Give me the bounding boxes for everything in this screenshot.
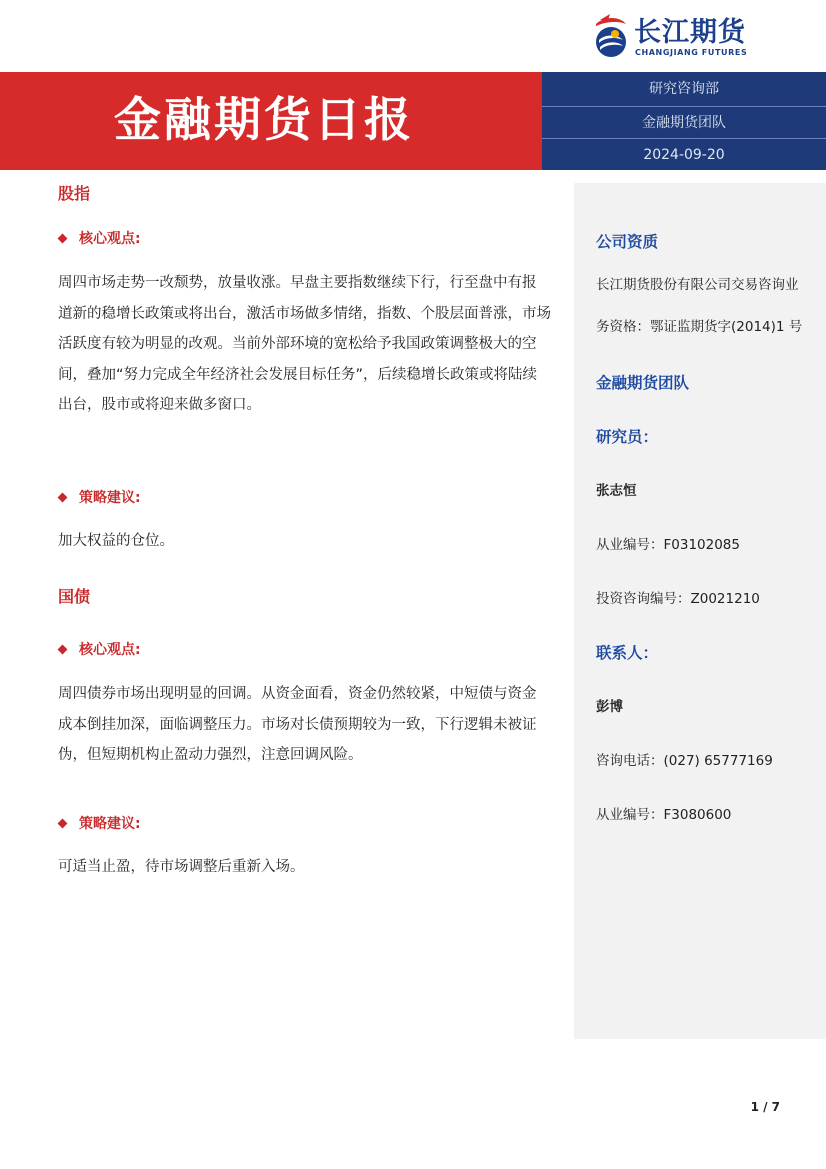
paragraph-line: 加大权益的仓位。 — [58, 533, 174, 549]
core-view-paragraph — [58, 268, 551, 421]
paragraph-line: 道新的稳增长政策或将出台，激活市场做多情绪，指数、个股层面普涨，市场 — [58, 305, 551, 322]
team-label: 金融期货团队 — [542, 106, 826, 139]
contact-name: 彭博 — [596, 699, 623, 715]
contact-license: 从业编号：F3080600 — [596, 807, 732, 823]
strategy-label: 策略建议: — [79, 816, 141, 832]
title-block — [0, 72, 542, 170]
paragraph-line: 周四债券市场出现明显的回调。从资金面看，资金仍然较紧，中短债与资金 — [58, 686, 537, 702]
logo-name-cn: 长江期货 — [634, 17, 746, 48]
paragraph-line: 成本倒挂加深，面临调整压力。市场对长债预期较为一致，下行逻辑未被证 — [58, 716, 537, 733]
strategy-paragraph — [58, 526, 548, 557]
report-title: 金融期货日报 — [114, 93, 414, 148]
researcher-license: 从业编号：F03102085 — [596, 537, 740, 553]
department-label: 研究咨询部 — [649, 81, 719, 97]
researcher-heading: 研究员： — [596, 428, 659, 446]
qualification-heading: 公司资质 — [596, 233, 659, 251]
core-view-paragraph — [58, 679, 548, 771]
changjiang-emblem-icon — [590, 14, 632, 60]
qualification-text: 长江期货股份有限公司交易咨询业 — [596, 277, 799, 293]
paragraph-line: 出台，股市或将迎来做多窗口。 — [58, 397, 261, 413]
researcher-consult-number: 投资咨询编号：Z0021210 — [596, 591, 760, 607]
core-view-label: 核心观点: — [79, 231, 141, 247]
diamond-bullet-icon — [58, 233, 68, 243]
core-view-label: 核心观点: — [79, 642, 141, 658]
section-title-treasury: 国债 — [58, 587, 91, 606]
strategy-label: 策略建议: — [79, 490, 141, 506]
section-title-stock-index: 股指 — [58, 184, 91, 203]
company-logo — [590, 14, 770, 60]
page-number: 1 / 7 — [750, 1100, 780, 1114]
paragraph-line: 伪，但短期机构止盈动力强烈，注意回调风险。 — [58, 747, 363, 763]
qualification-text: 务资格：鄂证监期货字(2014)1 号 — [596, 319, 803, 335]
diamond-bullet-icon — [58, 644, 68, 654]
sidebar — [574, 183, 826, 1039]
strategy-paragraph — [58, 852, 548, 883]
contact-phone: 咨询电话：(027) 65777169 — [596, 753, 773, 769]
team-heading: 金融期货团队 — [596, 374, 690, 392]
researcher-name: 张志恒 — [596, 483, 637, 499]
header-info-block — [542, 72, 826, 170]
strategy-heading — [58, 489, 141, 507]
core-view-heading — [58, 641, 141, 659]
paragraph-line: 可适当止盈，待市场调整后重新入场。 — [58, 859, 305, 875]
strategy-heading — [58, 815, 141, 833]
paragraph-line: 间，叠加“努力完成全年经济社会发展目标任务”，后续稳增长政策或将陆续 — [58, 366, 538, 383]
diamond-bullet-icon — [58, 492, 68, 502]
paragraph-line: 周四市场走势一改颓势，放量收涨。早盘主要指数继续下行，行至盘中有报 — [58, 275, 537, 291]
diamond-bullet-icon — [58, 818, 68, 828]
report-date: 2024-09-20 — [542, 138, 826, 171]
logo-name-en: CHANGJIANG FUTURES — [635, 48, 748, 57]
core-view-heading — [58, 230, 141, 248]
paragraph-line: 活跃度有较为明显的改观。当前外部环境的宽松给予我国政策调整极大的空 — [58, 336, 537, 352]
header-banner — [0, 72, 826, 170]
contact-heading: 联系人： — [596, 644, 659, 662]
